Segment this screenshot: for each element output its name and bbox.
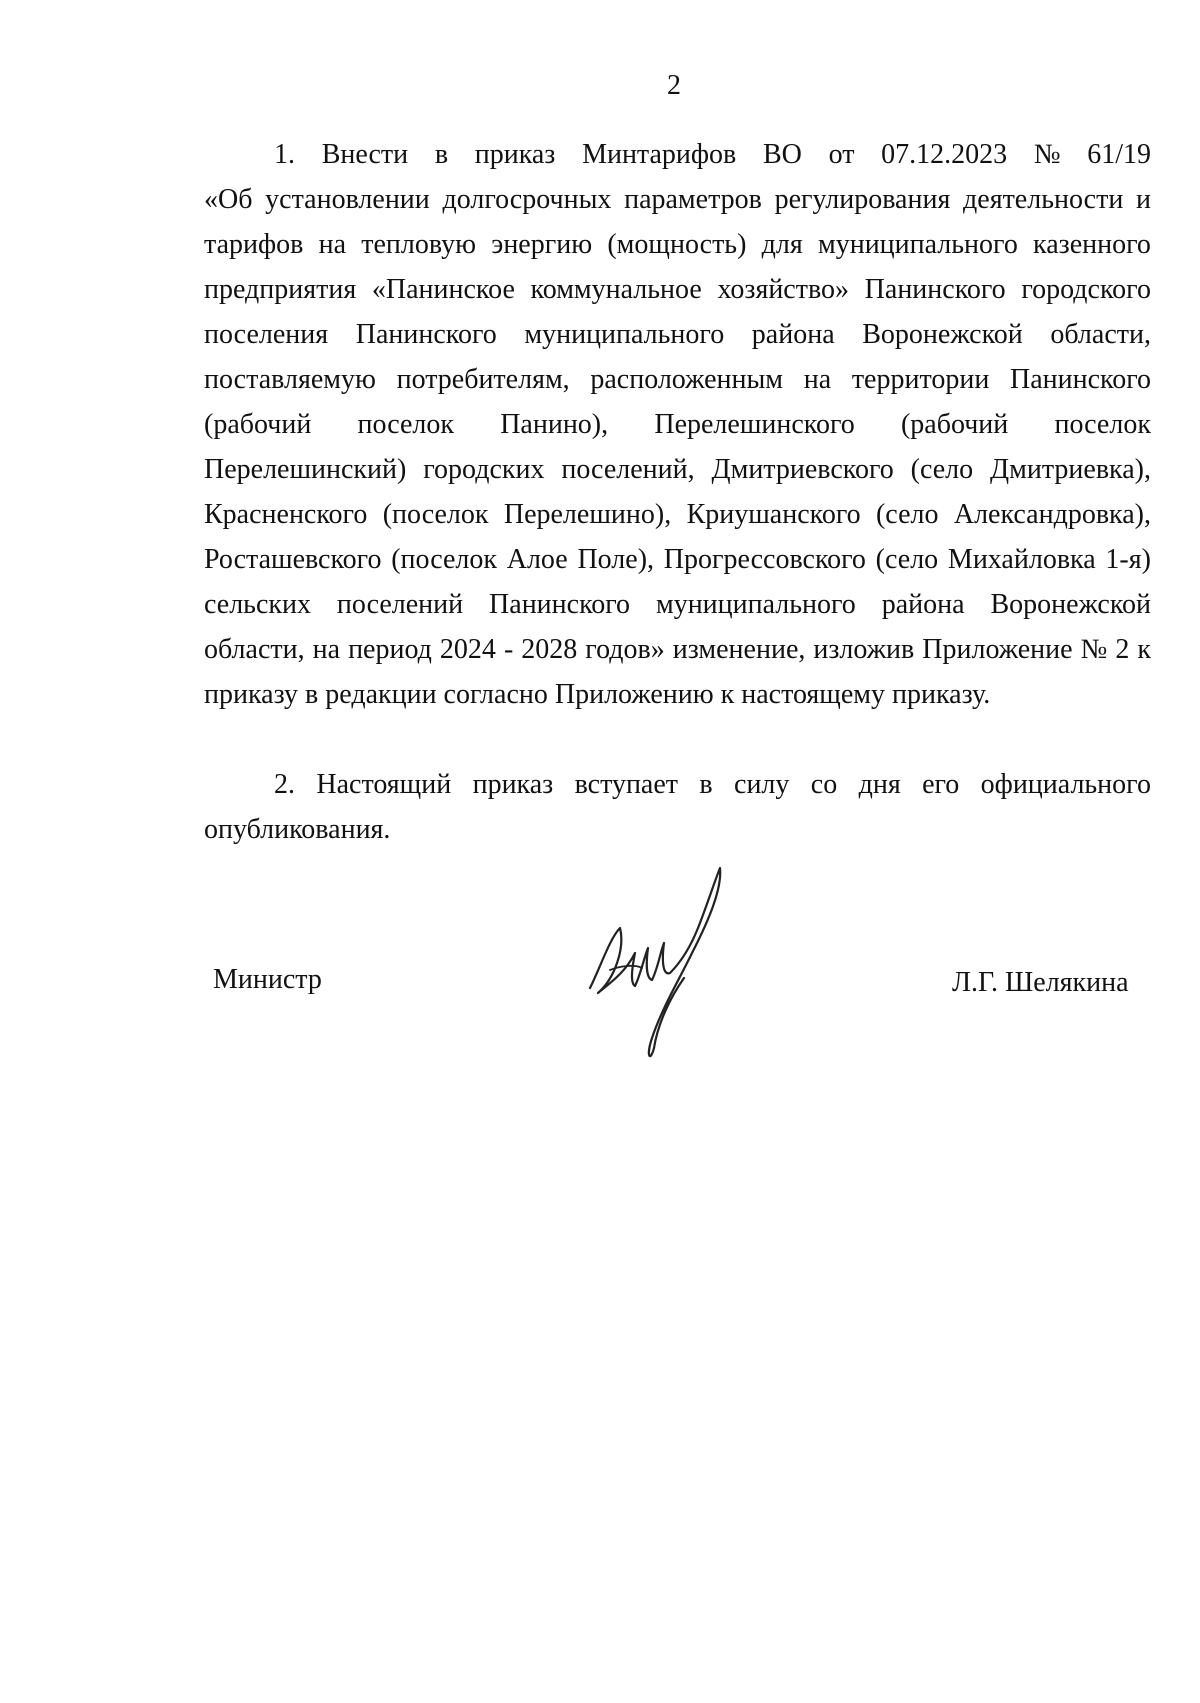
word: тарифов [204,229,304,260]
word: предприятия [204,274,357,305]
word: муниципального [817,229,1018,260]
word: Приложение [922,634,1073,665]
word: Прогрессовского [663,544,866,575]
word: 2 [1115,634,1130,665]
word: поселок [1054,409,1151,440]
word: деятельности [963,184,1124,215]
word: Панинского [355,319,497,350]
handwritten-signature [580,858,740,1058]
text-line [204,585,1151,625]
text-line [204,360,1151,400]
text-line [204,315,1151,355]
text-line [274,135,1151,175]
word: период [348,634,432,665]
text-line [204,540,1151,580]
text-line [204,450,1151,490]
word: № [1033,139,1061,170]
word: области, [204,634,305,665]
word: Внести [321,139,409,170]
word: «Об [204,184,253,215]
word: 61/19 [1087,139,1151,170]
word: дня [858,769,901,800]
word: района [751,319,835,350]
word: Дмитриевского [711,454,894,485]
word: на [803,364,832,395]
word: Перелешинского [654,409,855,440]
word: ВО [762,139,802,170]
word: Поле), [577,544,655,575]
word: Алое [506,544,568,575]
word: (рабочий [204,409,312,440]
word: на [312,634,341,665]
word: тепловую [361,229,477,260]
word: 2. [274,769,295,800]
word: «Панинское [371,274,515,305]
word: казенного [1033,229,1151,260]
word: № [1080,634,1108,665]
word: установлении [265,184,430,215]
word: в [434,139,449,170]
word: Настоящий [316,769,452,800]
word: силу [734,769,790,800]
text-line [274,765,1151,805]
word: энергию [491,229,593,260]
text-line [204,225,1151,265]
word: Панино), [500,409,609,440]
word: годов» [585,634,665,665]
word: в [699,769,713,800]
word: от [828,139,855,170]
word: Панинского [1009,364,1151,395]
word: Перелешино), [503,499,672,530]
word: - [503,634,514,665]
word: поселений [336,589,464,620]
word: 1. [274,139,295,170]
word: приказ [474,139,556,170]
word: Криушанского [686,499,861,530]
word: городских [423,454,545,485]
word: муниципального [655,589,856,620]
word: регулирования [774,184,951,215]
word: (село [875,499,939,530]
word: 2024 [439,634,496,665]
word: 1-я) [1105,544,1151,575]
word: параметров [624,184,762,215]
word: со [810,769,838,800]
word: поселений, [561,454,695,485]
word: расположенным [590,364,784,395]
word: изменение, [672,634,806,665]
word: Росташевского [204,544,382,575]
word: муниципального [524,319,725,350]
word: изложив [813,634,915,665]
word: и [1136,184,1151,215]
word: к [1137,634,1151,665]
word: долгосрочных [442,184,612,215]
word: (рабочий [900,409,1009,440]
word: приказ [472,769,554,800]
word: вступает [574,769,679,800]
word: района [881,589,965,620]
text-line-last: приказу в редакции согласно Приложению к настоящему приказу. [204,679,991,710]
text-line [204,405,1151,445]
word: его [922,769,960,800]
word: поселок [357,409,454,440]
word: официального [980,769,1151,800]
word: области, [1050,319,1151,350]
text-line [204,630,1151,670]
word: Воронежской [862,319,1023,350]
page-number: 2 [667,70,681,101]
text-line [204,270,1151,310]
word: хозяйство» [717,274,850,305]
word: коммунальное [530,274,702,305]
word: 07.12.2023 [881,139,1008,170]
word: 2028 [521,634,578,665]
word: поселения [204,319,329,350]
word: Александровка), [953,499,1151,530]
word: (село [875,544,939,575]
word: Минтарифов [582,139,737,170]
text-line [204,180,1151,220]
word: (село [910,454,974,485]
word: территории [851,364,990,395]
word: (мощность) [607,229,747,260]
word: Михайловка [947,544,1096,575]
word: Красненского [204,499,368,530]
word: Панинского [489,589,631,620]
word: на [318,229,347,260]
word: потребителям, [396,364,570,395]
word: (поселок [382,499,489,530]
word: Воронежской [990,589,1151,620]
word: Панинского [864,274,1006,305]
signatory-name: Л.Г. Шелякина [952,967,1129,998]
word: для [761,229,803,260]
word: поставляемую [204,364,376,395]
signatory-title: Министр [213,964,322,995]
text-line-last: опубликования. [204,814,391,845]
text-line [204,495,1151,535]
word: Перелешинский) [204,454,407,485]
word: Дмитриевка), [990,454,1151,485]
word: городского [1021,274,1151,305]
word: сельских [204,589,311,620]
word: (поселок [391,544,497,575]
